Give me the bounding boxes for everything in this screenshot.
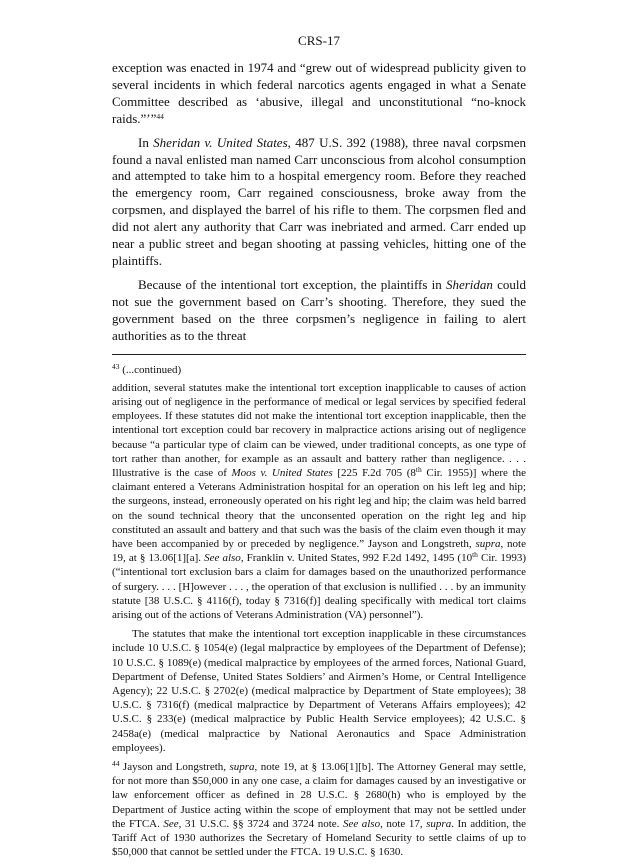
document-page xyxy=(112,0,526,864)
footnote-43-paragraph-1 xyxy=(112,381,526,622)
footnote-text: , note 19, at § 13.06[1][b]. The Attorney General may settle, for not more than $50,000 in any one case, a claim for damages caused by an investigative or law enforcement officer as defined in 28 U.S.C. § 2680(h) who is employed by the Department of Justice acting within the scope of employment that may not be settled under the FTCA. xyxy=(112,760,527,830)
paragraph-lead: Because of the intentional tort exception, the plaintiffs in xyxy=(138,276,446,292)
signal-word: See xyxy=(163,817,179,830)
paragraph-text: , 487 U.S. 392 (1988), three naval corpsmen found a naval enlisted man named Carr unconscious from alcohol consumption and attempted to take him to a hospital emergency room. Before they reached the emergency room, Carr regained consciousness, broke away from the corpsmen, and displayed the barrel of his rifle to them. The corpsmen fled and did not alert any authority that Carr was inebriated and armed. Carr ended up near a public street and began shooting at passing vehicles, hitting one of the plaintiffs. xyxy=(112,134,526,268)
case-name: Moos v. United States xyxy=(231,466,333,479)
page-header: CRS-17 xyxy=(298,33,340,48)
signal-word: See also xyxy=(342,817,381,830)
ordinal-suffix: th xyxy=(472,550,478,560)
paragraph-text: could not sue the government based on Carr’s shooting. Therefore, they sued the government based on the three corpsmen’s negligence in failing to alert authorities as to the threat xyxy=(112,276,526,343)
paragraph-lead: In xyxy=(138,134,154,150)
footnote-text: Jayson and Longstreth, xyxy=(119,760,230,773)
footnote-number: 43 xyxy=(112,361,120,371)
signal-word: supra xyxy=(426,817,452,830)
signal-word: supra xyxy=(475,537,501,550)
body-paragraph-1 xyxy=(112,60,526,128)
footnote-text: , 31 U.S.C. §§ 3724 and 3724 note. xyxy=(178,817,343,830)
body-paragraph-2 xyxy=(112,135,526,270)
footnote-reference[interactable]: 44 xyxy=(156,111,164,121)
footnote-43-paragraph-2: The statutes that make the intentional tort exception inapplicable in these circumstances include 10 U.S.C. § 1054(e) (legal malpractice by employees of the Department of Defense); 10 U.S.C. § 1089(e) (medical malpractice by employees of the armed forces, National Guard, Department of Defense, United States Soldiers’ and Airmen’s Home, or Central Intelligence Agency); 22 U.S.C. § 2702(e) (medical malpractice by Department of State employees); 38 U.S.C. § 7316(f) (medical malpractice by Department of Veterans Affairs employees); 42 U.S.C. § 233(e) (medical malpractice by Public Health Service employees); 42 U.S.C. § 2458a(e) (medical malpractice by National Aeronautics and Space Administration employees). xyxy=(112,628,526,754)
footnote-text: addition, several statutes make the intentional tort exception inapplicable to causes of action arising out of negligence in the performance of medical or legal services by specified federal employees. If these statutes did not make the intentional tort exception inapplicable, then the intentional tort exception could bar recovery in malpractice actions arising out of negligence because “a particular type of claim can be viewed, under traditional concepts, as one type of tort rather than another, for example as an assault and battery rather than negligence. . . . Illustrative is the case of xyxy=(112,381,526,479)
footnote-text: [225 F.2d 705 (8 xyxy=(332,466,416,479)
footnote-separator xyxy=(112,354,526,355)
footnote-text: Cir. 1993) (“intentional tort exclusion bars a claim for damages based on the unauthorized performance of surgery. . . . [H]owever . . . , the operation of that exclusion is nullified . . . by an immunity statute [38 U.S.C. § 4116(f), today § 7316(f)] dealing specifically with medical tort claims arising out of the actions of Veterans Administration (VA) personnel”). xyxy=(112,552,526,621)
footnote-text: , note 19, at § 13.06[1][a]. xyxy=(112,537,526,565)
footnote-text: , note 17, xyxy=(380,817,427,830)
signal-word: supra xyxy=(229,760,255,773)
case-name: Sheridan v. United States xyxy=(153,134,288,150)
continued-label: (...continued) xyxy=(119,363,182,376)
case-name: Sheridan xyxy=(445,276,493,292)
footnote-43-continued-label xyxy=(112,363,526,377)
footnote-text: , Franklin v. United States, 992 F.2d 1492, 1495 (10 xyxy=(240,552,473,565)
ordinal-suffix: th xyxy=(415,464,422,474)
footnote-number: 44 xyxy=(112,758,120,768)
body-paragraph-3 xyxy=(112,277,526,345)
footnote-text: . In addition, the Tariff Act of 1930 authorizes the Secretary of Homeland Security to settle claims of up to $50,000 that cannot be settled under the FTCA. 19 U.S.C. § 1630. xyxy=(112,817,526,859)
paragraph-text: exception was enacted in 1974 and “grew out of widespread publicity given to several incidents in which federal narcotics agents engaged in what a Senate Committee described as ‘abusive, illegal and unconstitutional “no-knock raids.”’” xyxy=(112,60,526,126)
footnote-text: Cir. 1955)] where the claimant entered a Veterans Administration hospital for an operation on his left leg and hip; the surgeons, instead, erroneously operated on his right leg and hip; the claim was held barred on the sound technical theory that the unconsented operation on the right leg and hip constituted an assault and battery and that such was the basis of the claim even though it may have been accompanied by or preceded by negligence.” Jayson and Longstreth, xyxy=(112,466,526,550)
signal-word: See also xyxy=(204,552,241,565)
footnote-44 xyxy=(112,760,526,859)
